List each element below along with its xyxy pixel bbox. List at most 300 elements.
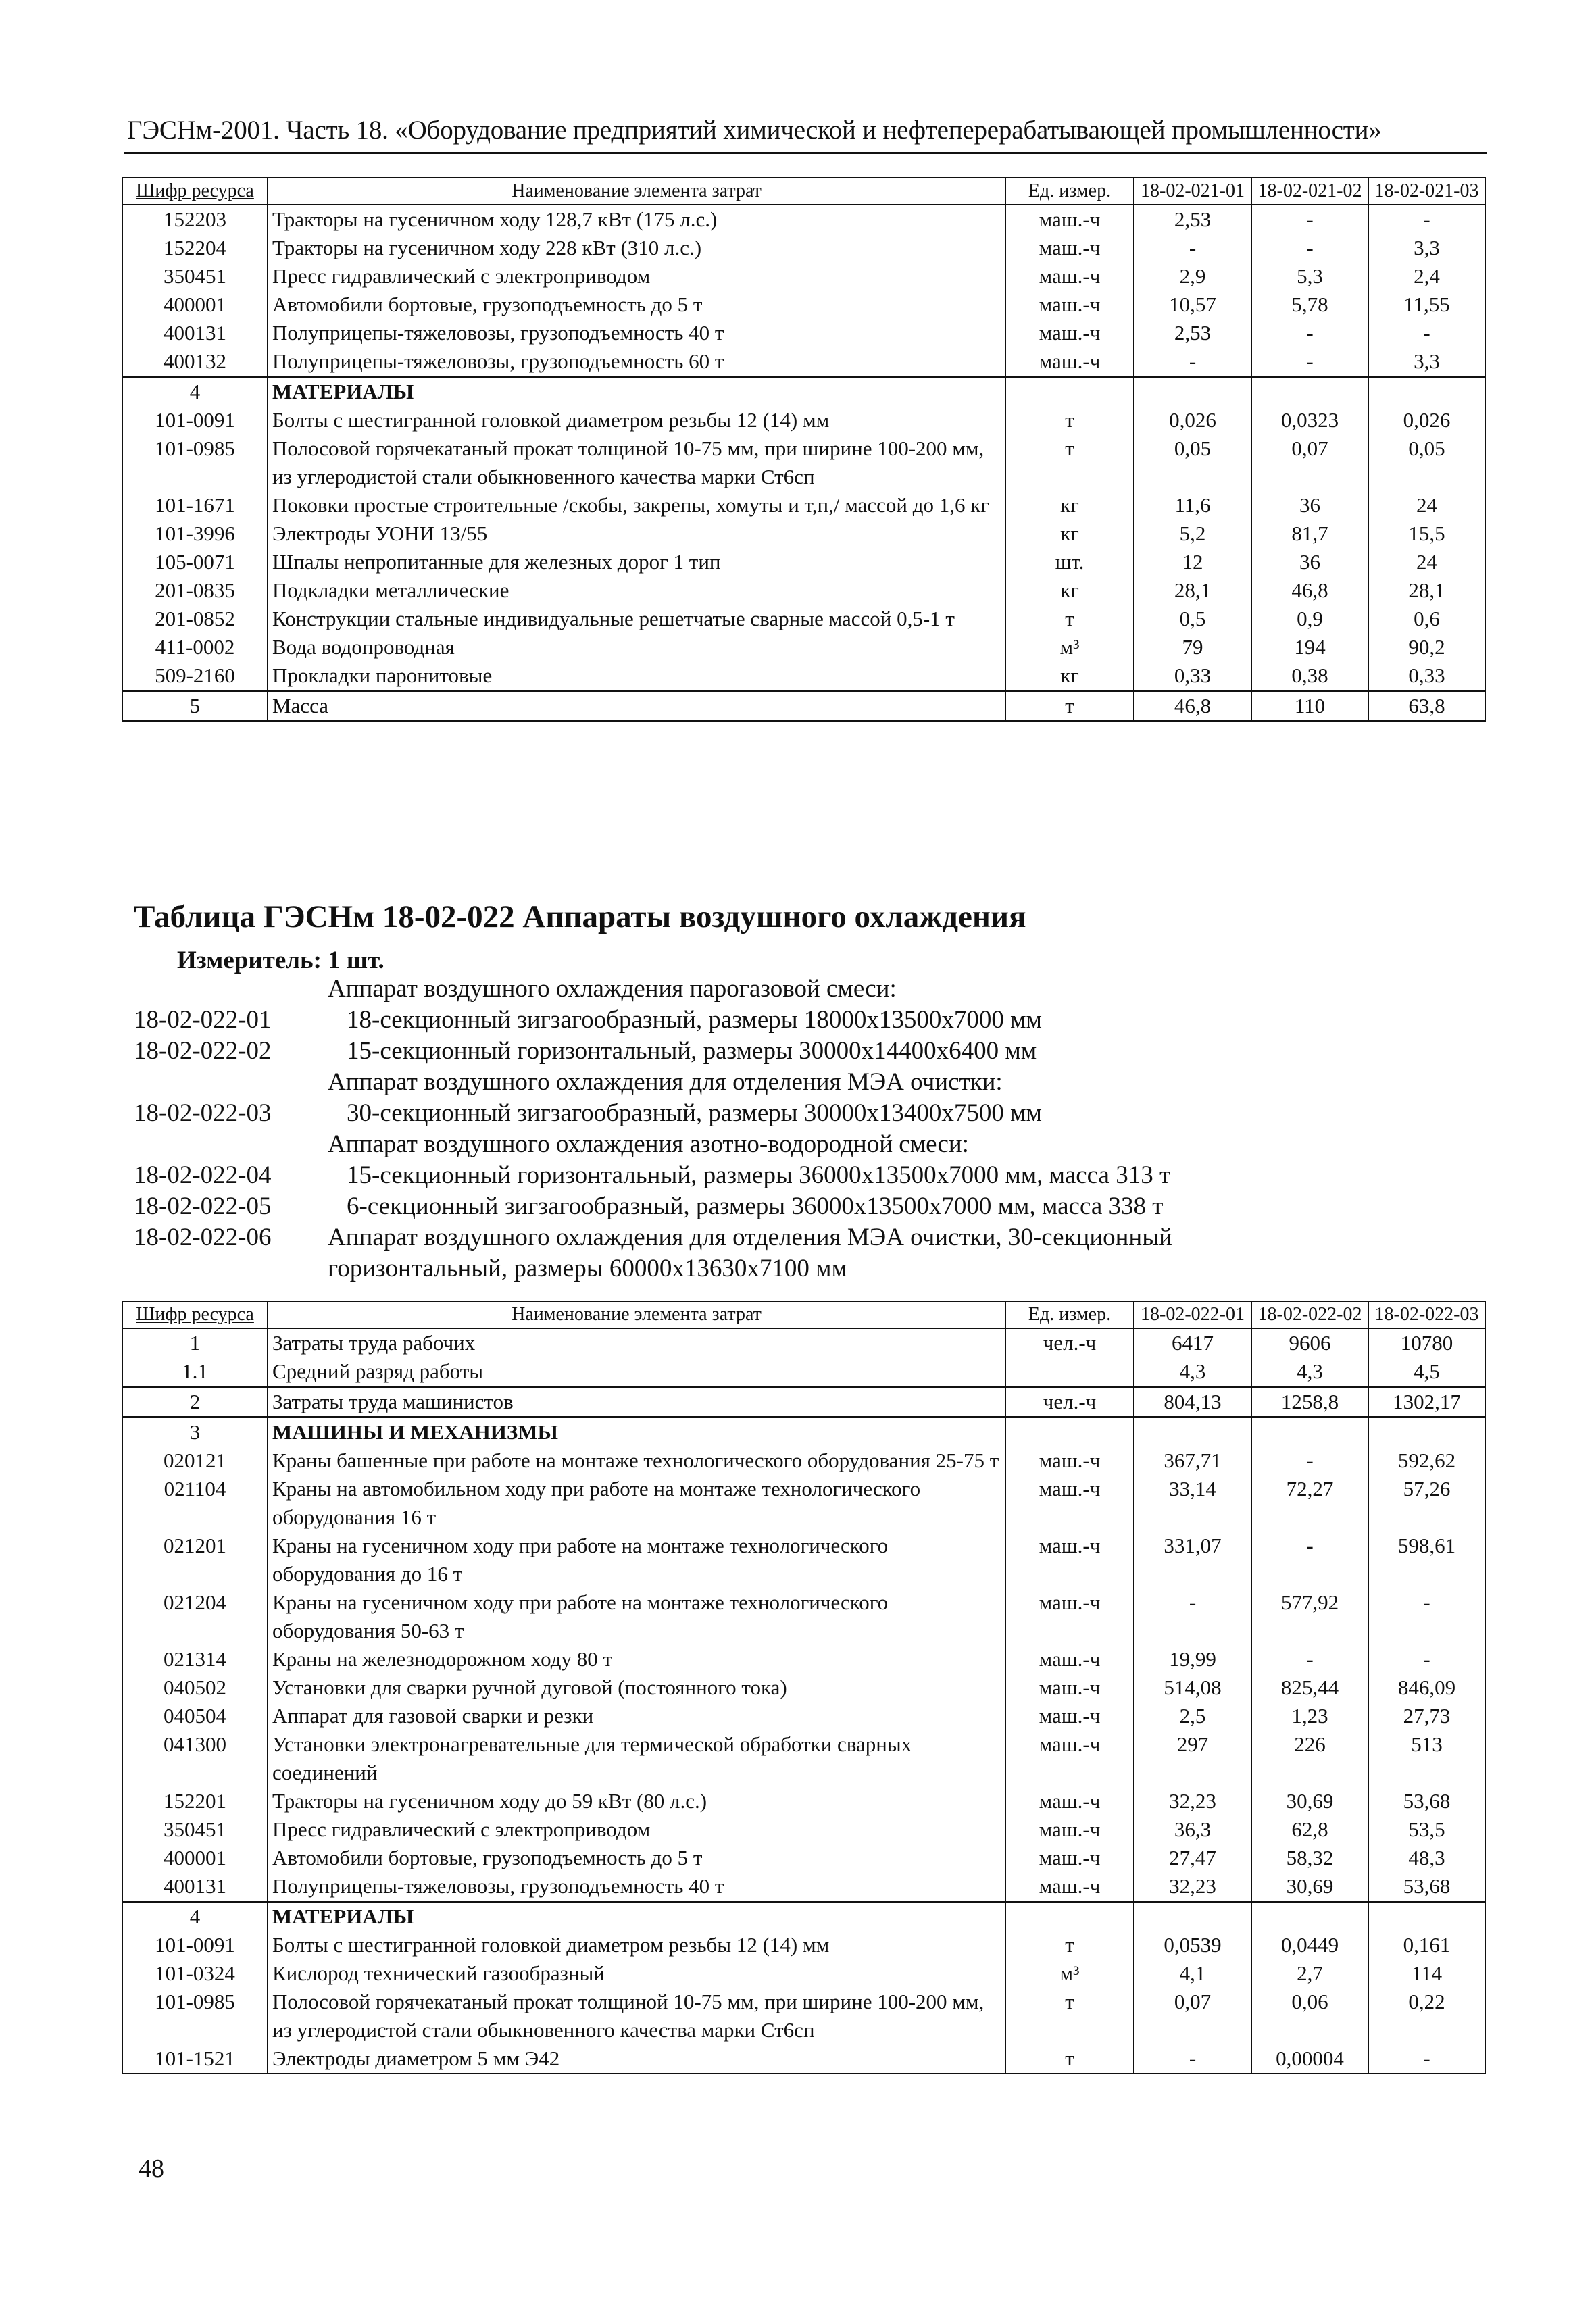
resource-unit: маш.-ч — [1005, 1674, 1134, 1702]
table-row — [122, 377, 1485, 407]
resource-unit — [1005, 1417, 1134, 1447]
table-row — [122, 1902, 1485, 1932]
table-row — [122, 1931, 1485, 1959]
value-col-1: 12 — [1134, 548, 1251, 576]
resource-unit: маш.-ч — [1005, 1588, 1134, 1645]
value-col-2 — [1251, 1417, 1368, 1447]
value-col-1: 4,3 — [1134, 1357, 1251, 1387]
variant-text: 15-секционный горизонтальный, размеры 30000x14400x6400 мм — [347, 1037, 1037, 1065]
resource-name: Полуприцепы-тяжеловозы, грузоподъемность 40 т — [268, 1872, 1005, 1902]
value-col-3: 846,09 — [1368, 1674, 1485, 1702]
resource-name: Масса — [268, 691, 1005, 722]
table-row — [122, 406, 1485, 434]
value-col-2: 5,3 — [1251, 262, 1368, 291]
resource-code: 509-2160 — [122, 661, 268, 691]
value-col-3: - — [1368, 1645, 1485, 1674]
table-row — [122, 1674, 1485, 1702]
resource-unit: кг — [1005, 661, 1134, 691]
resource-unit: маш.-ч — [1005, 1475, 1134, 1532]
table-row — [122, 1730, 1485, 1787]
table-row — [122, 1417, 1485, 1447]
resource-name: Шпалы непропитанные для железных дорог 1 тип — [268, 548, 1005, 576]
header-rule — [124, 152, 1487, 154]
table-row — [122, 1357, 1485, 1387]
value-col-2: - — [1251, 1532, 1368, 1588]
value-col-3: - — [1368, 1588, 1485, 1645]
table-row — [122, 1387, 1485, 1417]
resource-code: 400131 — [122, 1872, 268, 1902]
header-code: Шифр ресурса — [122, 1301, 268, 1328]
table-row — [122, 1645, 1485, 1674]
header-unit: Ед. измер. — [1005, 178, 1134, 205]
resource-unit — [1005, 1357, 1134, 1387]
variant-text: Аппарат воздушного охлаждения азотно-водородной смеси: — [328, 1130, 969, 1158]
value-col-3: 0,22 — [1368, 1988, 1485, 2044]
value-col-3: 10780 — [1368, 1328, 1485, 1357]
resource-unit: маш.-ч — [1005, 291, 1134, 319]
resource-code: 041300 — [122, 1730, 268, 1787]
resource-unit: маш.-ч — [1005, 1872, 1134, 1902]
table-row — [122, 205, 1485, 234]
resource-unit: маш.-ч — [1005, 1702, 1134, 1730]
table-row — [122, 1475, 1485, 1532]
variant-code: 18-02-022-06 — [134, 1224, 272, 1251]
value-col-3: 53,68 — [1368, 1872, 1485, 1902]
variant-text: 30-секционный зигзагообразный, размеры 30000x13400x7500 мм — [347, 1099, 1042, 1127]
resource-code: 101-0091 — [122, 1931, 268, 1959]
table-row — [122, 319, 1485, 347]
resource-unit: кг — [1005, 520, 1134, 548]
resource-name: Электроды УОНИ 13/55 — [268, 520, 1005, 548]
table-row — [122, 691, 1485, 722]
value-col-1: 2,53 — [1134, 319, 1251, 347]
value-col-3: 2,4 — [1368, 262, 1485, 291]
resource-code: 040502 — [122, 1674, 268, 1702]
resource-name: Краны на железнодорожном ходу 80 т — [268, 1645, 1005, 1674]
table-row — [122, 633, 1485, 661]
value-col-2: - — [1251, 205, 1368, 234]
table-row — [122, 1328, 1485, 1357]
resource-name: Вода водопроводная — [268, 633, 1005, 661]
resource-name: Пресс гидравлический с электроприводом — [268, 262, 1005, 291]
value-col-3: 11,55 — [1368, 291, 1485, 319]
resource-code: 101-1521 — [122, 2044, 268, 2073]
resource-unit: маш.-ч — [1005, 1645, 1134, 1674]
value-col-2: 0,9 — [1251, 605, 1368, 633]
resource-name: Краны на гусеничном ходу при работе на монтаже технологического оборудования 50-63 т — [268, 1588, 1005, 1645]
resource-unit: чел.-ч — [1005, 1387, 1134, 1417]
value-col-1: 367,71 — [1134, 1447, 1251, 1475]
value-col-3: 0,6 — [1368, 605, 1485, 633]
resource-code: 101-3996 — [122, 520, 268, 548]
value-col-3: - — [1368, 319, 1485, 347]
value-col-3: 27,73 — [1368, 1702, 1485, 1730]
variant-code: 18-02-022-04 — [134, 1161, 272, 1189]
value-col-2: 577,92 — [1251, 1588, 1368, 1645]
value-col-2: 62,8 — [1251, 1815, 1368, 1844]
resource-unit: маш.-ч — [1005, 1730, 1134, 1787]
value-col-3: 0,161 — [1368, 1931, 1485, 1959]
resource-name: Электроды диаметром 5 мм Э42 — [268, 2044, 1005, 2073]
resource-name: Пресс гидравлический с электроприводом — [268, 1815, 1005, 1844]
value-col-2: 4,3 — [1251, 1357, 1368, 1387]
value-col-3: 48,3 — [1368, 1844, 1485, 1872]
value-col-1: 0,5 — [1134, 605, 1251, 633]
variant-code: 18-02-022-03 — [134, 1099, 272, 1127]
resource-unit: маш.-ч — [1005, 1787, 1134, 1815]
table-row — [122, 262, 1485, 291]
value-col-2: 2,7 — [1251, 1959, 1368, 1988]
variant-code: 18-02-022-05 — [134, 1192, 272, 1220]
value-col-3: 592,62 — [1368, 1447, 1485, 1475]
resource-code: 105-0071 — [122, 548, 268, 576]
header-name: Наименование элемента затрат — [268, 1301, 1005, 1328]
value-col-1: 46,8 — [1134, 691, 1251, 722]
value-col-1: 2,9 — [1134, 262, 1251, 291]
resource-name: Краны башенные при работе на монтаже технологического оборудования 25-75 т — [268, 1447, 1005, 1475]
value-col-3: 57,26 — [1368, 1475, 1485, 1532]
resource-name: Тракторы на гусеничном ходу до 59 кВт (80 л.с.) — [268, 1787, 1005, 1815]
table-row — [122, 661, 1485, 691]
resource-unit: маш.-ч — [1005, 1532, 1134, 1588]
resource-code: 5 — [122, 691, 268, 722]
header-col-2: 18-02-021-02 — [1251, 178, 1368, 205]
resource-name: Затраты труда машинистов — [268, 1387, 1005, 1417]
value-col-1: 19,99 — [1134, 1645, 1251, 1674]
value-col-2: 58,32 — [1251, 1844, 1368, 1872]
resource-unit: т — [1005, 605, 1134, 633]
value-col-1: 36,3 — [1134, 1815, 1251, 1844]
value-col-1: 2,53 — [1134, 205, 1251, 234]
resource-unit: маш.-ч — [1005, 347, 1134, 377]
resource-code: 020121 — [122, 1447, 268, 1475]
value-col-2: 46,8 — [1251, 576, 1368, 605]
table-row — [122, 1702, 1485, 1730]
table-row — [122, 520, 1485, 548]
value-col-1: 0,0539 — [1134, 1931, 1251, 1959]
value-col-1: 79 — [1134, 633, 1251, 661]
measurer: Измеритель: 1 шт. — [177, 947, 384, 974]
resource-code: 350451 — [122, 1815, 268, 1844]
value-col-2: 0,07 — [1251, 434, 1368, 491]
value-col-2: - — [1251, 234, 1368, 262]
variant-text: 6-секционный зигзагообразный, размеры 36000x13500x7000 мм, масса 338 т — [347, 1192, 1164, 1220]
value-col-3: 63,8 — [1368, 691, 1485, 722]
table-row — [122, 576, 1485, 605]
value-col-2: 825,44 — [1251, 1674, 1368, 1702]
value-col-1: 10,57 — [1134, 291, 1251, 319]
value-col-1: - — [1134, 234, 1251, 262]
resource-name: Установки для сварки ручной дуговой (постоянного тока) — [268, 1674, 1005, 1702]
value-col-3: - — [1368, 2044, 1485, 2073]
table-row — [122, 1815, 1485, 1844]
value-col-2 — [1251, 1902, 1368, 1932]
value-col-3: 24 — [1368, 491, 1485, 520]
value-col-3 — [1368, 377, 1485, 407]
value-col-2: 30,69 — [1251, 1787, 1368, 1815]
value-col-2: - — [1251, 347, 1368, 377]
resource-code: 350451 — [122, 262, 268, 291]
value-col-3: 28,1 — [1368, 576, 1485, 605]
resource-name: МАТЕРИАЛЫ — [268, 1902, 1005, 1932]
value-col-2: 0,00004 — [1251, 2044, 1368, 2073]
value-col-1: 5,2 — [1134, 520, 1251, 548]
value-col-2 — [1251, 377, 1368, 407]
value-col-1: 0,07 — [1134, 1988, 1251, 2044]
resource-code: 101-0985 — [122, 434, 268, 491]
value-col-1: 32,23 — [1134, 1787, 1251, 1815]
resource-unit: шт. — [1005, 548, 1134, 576]
resource-name: Полуприцепы-тяжеловозы, грузоподъемность 40 т — [268, 319, 1005, 347]
resource-unit: т — [1005, 1931, 1134, 1959]
table-row — [122, 1959, 1485, 1988]
value-col-2: 36 — [1251, 548, 1368, 576]
value-col-1: 804,13 — [1134, 1387, 1251, 1417]
value-col-1: 331,07 — [1134, 1532, 1251, 1588]
variant-text: горизонтальный, размеры 60000x13630x7100 мм — [328, 1255, 847, 1282]
variant-code: 18-02-022-01 — [134, 1006, 272, 1034]
resource-name: Полосовой горячекатаный прокат толщиной 10-75 мм, при ширине 100-200 мм, из углеродистой стали обыкновенного качества марки Ст6сп — [268, 434, 1005, 491]
resource-code: 201-0835 — [122, 576, 268, 605]
resource-code: 101-0985 — [122, 1988, 268, 2044]
resource-name: Автомобили бортовые, грузоподъемность до 5 т — [268, 291, 1005, 319]
variant-text: 15-секционный горизонтальный, размеры 36000x13500x7000 мм, масса 313 т — [347, 1161, 1171, 1189]
resource-code: 101-1671 — [122, 491, 268, 520]
resource-unit: маш.-ч — [1005, 234, 1134, 262]
value-col-3: 598,61 — [1368, 1532, 1485, 1588]
resource-name: Полосовой горячекатаный прокат толщиной 10-75 мм, при ширине 100-200 мм, из углеродистой стали обыкновенного качества марки Ст6сп — [268, 1988, 1005, 2044]
resource-code: 021104 — [122, 1475, 268, 1532]
resource-name: Тракторы на гусеничном ходу 128,7 кВт (175 л.с.) — [268, 205, 1005, 234]
resource-unit: кг — [1005, 576, 1134, 605]
table-row — [122, 234, 1485, 262]
value-col-1: 4,1 — [1134, 1959, 1251, 1988]
value-col-2: 36 — [1251, 491, 1368, 520]
header-col-1: 18-02-021-01 — [1134, 178, 1251, 205]
value-col-3: 4,5 — [1368, 1357, 1485, 1387]
table-row — [122, 1787, 1485, 1815]
resource-code: 411-0002 — [122, 633, 268, 661]
value-col-3: 0,026 — [1368, 406, 1485, 434]
resource-unit: т — [1005, 406, 1134, 434]
resource-code: 021314 — [122, 1645, 268, 1674]
value-col-3: 53,68 — [1368, 1787, 1485, 1815]
variant-text: Аппарат воздушного охлаждения для отделения МЭА очистки: — [328, 1068, 1003, 1096]
resource-unit: маш.-ч — [1005, 262, 1134, 291]
value-col-1: 0,05 — [1134, 434, 1251, 491]
table-row — [122, 1447, 1485, 1475]
resource-code: 3 — [122, 1417, 268, 1447]
value-col-3: 90,2 — [1368, 633, 1485, 661]
value-col-2: 0,0323 — [1251, 406, 1368, 434]
variant-text: Аппарат воздушного охлаждения для отделения МЭА очистки, 30-секционный — [328, 1224, 1172, 1251]
value-col-2: - — [1251, 319, 1368, 347]
variant-text: Аппарат воздушного охлаждения парогазовой смеси: — [328, 975, 897, 1003]
resource-unit: т — [1005, 1988, 1134, 2044]
value-col-3: 15,5 — [1368, 520, 1485, 548]
resource-code: 400132 — [122, 347, 268, 377]
running-header: ГЭСНм-2001. Часть 18. «Оборудование предприятий химической и нефтеперерабатывающей промышленности» — [127, 116, 1382, 145]
value-col-3: - — [1368, 205, 1485, 234]
value-col-2: 0,0449 — [1251, 1931, 1368, 1959]
table-row — [122, 605, 1485, 633]
resource-code: 152201 — [122, 1787, 268, 1815]
resource-name: Тракторы на гусеничном ходу 228 кВт (310 л.с.) — [268, 234, 1005, 262]
table-header-row — [122, 1301, 1485, 1328]
resource-unit: т — [1005, 2044, 1134, 2073]
resource-code: 152203 — [122, 205, 268, 234]
value-col-1 — [1134, 377, 1251, 407]
resource-unit: кг — [1005, 491, 1134, 520]
table-row — [122, 291, 1485, 319]
resource-code: 021204 — [122, 1588, 268, 1645]
value-col-3: 1302,17 — [1368, 1387, 1485, 1417]
value-col-2: 226 — [1251, 1730, 1368, 1787]
value-col-1 — [1134, 1902, 1251, 1932]
resource-name: Кислород технический газообразный — [268, 1959, 1005, 1988]
value-col-2: 1,23 — [1251, 1702, 1368, 1730]
value-col-3: 0,05 — [1368, 434, 1485, 491]
resource-code: 101-0324 — [122, 1959, 268, 1988]
resource-name: Аппарат для газовой сварки и резки — [268, 1702, 1005, 1730]
resource-name: Подкладки металлические — [268, 576, 1005, 605]
value-col-1: 11,6 — [1134, 491, 1251, 520]
resource-code: 1.1 — [122, 1357, 268, 1387]
value-col-3 — [1368, 1902, 1485, 1932]
table-row — [122, 1532, 1485, 1588]
table-header-row — [122, 178, 1485, 205]
value-col-2: - — [1251, 1645, 1368, 1674]
resource-unit: чел.-ч — [1005, 1328, 1134, 1357]
resource-name: Краны на автомобильном ходу при работе на монтаже технологического оборудования 16 т — [268, 1475, 1005, 1532]
header-name: Наименование элемента затрат — [268, 178, 1005, 205]
value-col-2: 194 — [1251, 633, 1368, 661]
value-col-1: 32,23 — [1134, 1872, 1251, 1902]
resource-unit: т — [1005, 434, 1134, 491]
value-col-2: 81,7 — [1251, 520, 1368, 548]
resource-name: Средний разряд работы — [268, 1357, 1005, 1387]
value-col-3: 0,33 — [1368, 661, 1485, 691]
value-col-3: 3,3 — [1368, 234, 1485, 262]
value-col-1: 297 — [1134, 1730, 1251, 1787]
resource-unit — [1005, 377, 1134, 407]
value-col-1: 27,47 — [1134, 1844, 1251, 1872]
table-row — [122, 434, 1485, 491]
value-col-3 — [1368, 1417, 1485, 1447]
variant-code: 18-02-022-02 — [134, 1037, 272, 1065]
resource-code: 400001 — [122, 291, 268, 319]
resource-name: МАТЕРИАЛЫ — [268, 377, 1005, 407]
resource-code: 2 — [122, 1387, 268, 1417]
resource-name: Краны на гусеничном ходу при работе на монтаже технологического оборудования до 16 т — [268, 1532, 1005, 1588]
resource-name: Установки электронагревательные для термической обработки сварных соединений — [268, 1730, 1005, 1787]
resource-unit: м³ — [1005, 1959, 1134, 1988]
page-number: 48 — [139, 2155, 164, 2183]
resource-code: 040504 — [122, 1702, 268, 1730]
value-col-1 — [1134, 1417, 1251, 1447]
value-col-3: 3,3 — [1368, 347, 1485, 377]
value-col-1: 33,14 — [1134, 1475, 1251, 1532]
value-col-1: - — [1134, 1588, 1251, 1645]
value-col-1: - — [1134, 347, 1251, 377]
resource-unit: м³ — [1005, 633, 1134, 661]
value-col-3: 513 — [1368, 1730, 1485, 1787]
value-col-2: 1258,8 — [1251, 1387, 1368, 1417]
resource-unit: маш.-ч — [1005, 1447, 1134, 1475]
resource-unit: маш.-ч — [1005, 1844, 1134, 1872]
resource-name: Полуприцепы-тяжеловозы, грузоподъемность 60 т — [268, 347, 1005, 377]
header-col-3: 18-02-022-03 — [1368, 1301, 1485, 1328]
value-col-2: 0,06 — [1251, 1988, 1368, 2044]
resource-code: 201-0852 — [122, 605, 268, 633]
resource-code: 400001 — [122, 1844, 268, 1872]
resource-name: Прокладки паронитовые — [268, 661, 1005, 691]
resource-unit: т — [1005, 691, 1134, 722]
value-col-1: 0,33 — [1134, 661, 1251, 691]
value-col-1: 28,1 — [1134, 576, 1251, 605]
table-title: Таблица ГЭСНм 18-02-022 Аппараты воздушного охлаждения — [134, 899, 1026, 934]
value-col-1: 514,08 — [1134, 1674, 1251, 1702]
header-code: Шифр ресурса — [122, 178, 268, 205]
value-col-2: - — [1251, 1447, 1368, 1475]
value-col-1: 2,5 — [1134, 1702, 1251, 1730]
table-row — [122, 1872, 1485, 1902]
resource-unit — [1005, 1902, 1134, 1932]
table-row — [122, 1844, 1485, 1872]
resource-code: 4 — [122, 377, 268, 407]
value-col-2: 72,27 — [1251, 1475, 1368, 1532]
resource-name: Болты с шестигранной головкой диаметром резьбы 12 (14) мм — [268, 406, 1005, 434]
value-col-3: 114 — [1368, 1959, 1485, 1988]
resource-code: 4 — [122, 1902, 268, 1932]
resource-unit: маш.-ч — [1005, 319, 1134, 347]
value-col-1: 0,026 — [1134, 406, 1251, 434]
table-row — [122, 548, 1485, 576]
variant-text: 18-секционный зигзагообразный, размеры 18000x13500x7000 мм — [347, 1006, 1042, 1034]
table-row — [122, 491, 1485, 520]
table-row — [122, 1988, 1485, 2044]
value-col-2: 30,69 — [1251, 1872, 1368, 1902]
value-col-2: 5,78 — [1251, 291, 1368, 319]
resource-name: Болты с шестигранной головкой диаметром резьбы 12 (14) мм — [268, 1931, 1005, 1959]
value-col-3: 24 — [1368, 548, 1485, 576]
value-col-2: 9606 — [1251, 1328, 1368, 1357]
resource-code: 1 — [122, 1328, 268, 1357]
header-col-3: 18-02-021-03 — [1368, 178, 1485, 205]
resource-code: 021201 — [122, 1532, 268, 1588]
resource-unit: маш.-ч — [1005, 205, 1134, 234]
table-row — [122, 1588, 1485, 1645]
value-col-1: - — [1134, 2044, 1251, 2073]
value-col-3: 53,5 — [1368, 1815, 1485, 1844]
resource-name: Затраты труда рабочих — [268, 1328, 1005, 1357]
value-col-2: 110 — [1251, 691, 1368, 722]
resource-name: Конструкции стальные индивидуальные решетчатые сварные массой 0,5-1 т — [268, 605, 1005, 633]
table-row — [122, 347, 1485, 377]
header-unit: Ед. измер. — [1005, 1301, 1134, 1328]
resource-name: Поковки простые строительные /скобы, закрепы, хомуты и т,п,/ массой до 1,6 кг — [268, 491, 1005, 520]
resource-unit: маш.-ч — [1005, 1815, 1134, 1844]
resource-code: 400131 — [122, 319, 268, 347]
resource-code: 101-0091 — [122, 406, 268, 434]
header-col-1: 18-02-022-01 — [1134, 1301, 1251, 1328]
resource-name: МАШИНЫ И МЕХАНИЗМЫ — [268, 1417, 1005, 1447]
resource-name: Автомобили бортовые, грузоподъемность до 5 т — [268, 1844, 1005, 1872]
value-col-1: 6417 — [1134, 1328, 1251, 1357]
resource-table-18-02-022 — [122, 1301, 1486, 2074]
table-row — [122, 2044, 1485, 2073]
value-col-2: 0,38 — [1251, 661, 1368, 691]
